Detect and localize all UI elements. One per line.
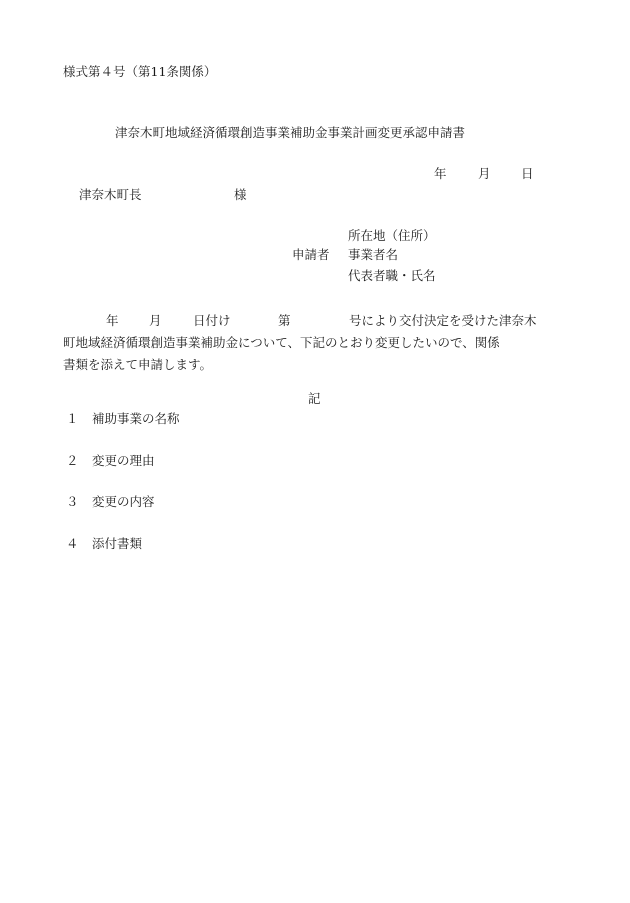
body-line-1 [63, 310, 583, 332]
date-month-label: 月 [478, 166, 491, 181]
item-label: 変更の理由 [92, 453, 155, 468]
addressee-name: 津奈木町長 [79, 187, 142, 202]
list-item [66, 413, 180, 426]
item-number: ３ [66, 494, 79, 509]
date-row [0, 168, 630, 184]
item-label: 補助事業の名称 [92, 411, 180, 426]
document-title: 津奈木町地域経済循環創造事業補助金事業計画変更承認申請書 [115, 125, 466, 140]
body-dai: 第 [278, 313, 291, 328]
body-line-3: 書類を添えて申請します。 [63, 357, 213, 372]
item-number: ２ [66, 453, 79, 468]
body-line-2: 町地域経済循環創造事業補助金について、下記のとおり変更したいので、関係 [63, 335, 500, 350]
body-month: 月 [149, 313, 162, 328]
date-year-label: 年 [434, 166, 447, 181]
body-paragraph [63, 310, 583, 376]
item-label: 変更の内容 [92, 494, 155, 509]
applicant-business-name-label: 事業者名 [348, 247, 399, 262]
body-year: 年 [106, 313, 119, 328]
item-number: ４ [66, 536, 79, 551]
body-day: 日付け [193, 313, 231, 328]
list-item [66, 538, 142, 551]
form-number: 様式第４号（第11条関係） [63, 64, 217, 79]
list-item [66, 496, 155, 509]
addressee-honorific: 様 [234, 187, 247, 202]
date-day-label: 日 [521, 166, 534, 181]
applicant-address-label: 所在地（住所） [348, 228, 436, 243]
item-label: 添付書類 [92, 536, 143, 551]
body-line1-rest: 号により交付決定を受けた津奈木 [349, 313, 537, 328]
applicant-representative-label: 代表者職・氏名 [348, 268, 436, 283]
ki-heading: 記 [308, 391, 321, 406]
item-number: １ [66, 411, 79, 426]
list-item [66, 455, 155, 468]
applicant-label: 申請者 [292, 247, 330, 262]
